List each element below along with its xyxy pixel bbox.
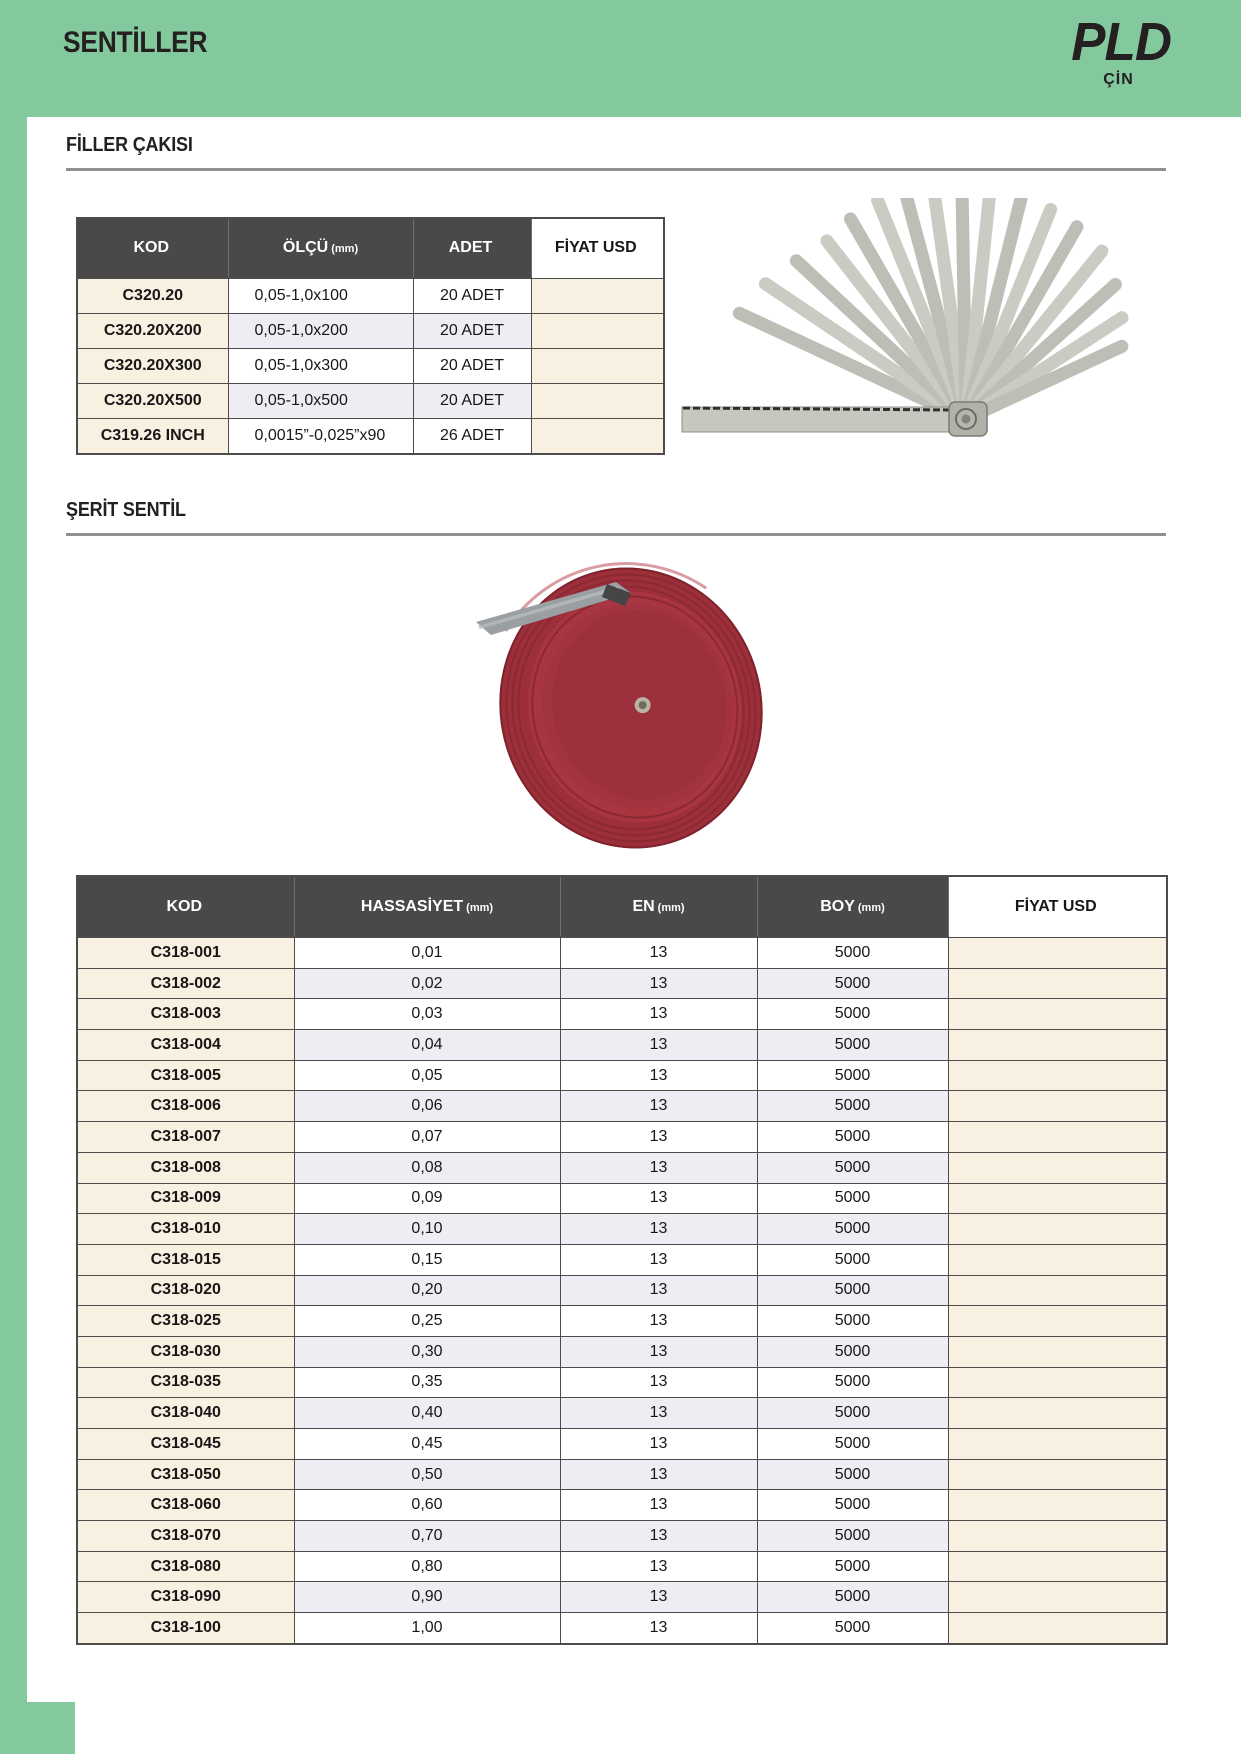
table-row [77, 1030, 1167, 1061]
page-title: SENTİLLER [63, 26, 208, 59]
table-row [77, 1551, 1167, 1582]
table-row [77, 1582, 1167, 1613]
cell-kod: C318-004 [77, 1030, 294, 1061]
table-row [77, 1429, 1167, 1460]
cell-kod: C318-030 [77, 1336, 294, 1367]
cell-adet: 20 ADET [413, 349, 531, 384]
cell-en: 13 [560, 1613, 757, 1644]
cell-en: 13 [560, 1122, 757, 1153]
table-row [77, 1613, 1167, 1644]
cell-en: 13 [560, 1214, 757, 1245]
filler-cakisi-table [76, 217, 665, 455]
table-header-row [77, 876, 1167, 937]
cell-fiyat-usd [948, 1244, 1167, 1275]
cell-fiyat-usd [531, 349, 664, 384]
cell-kod: C318-090 [77, 1582, 294, 1613]
cell-en: 13 [560, 1152, 757, 1183]
cell-kod: C318-040 [77, 1398, 294, 1429]
section-heading-serit-sentil: ŞERİT SENTİL [66, 499, 1166, 536]
cell-kod: C318-100 [77, 1613, 294, 1644]
cell-en: 13 [560, 1275, 757, 1306]
column-header-adet: ADET [413, 218, 531, 278]
cell-en: 13 [560, 1398, 757, 1429]
cell-boy: 5000 [757, 1521, 948, 1552]
cell-en: 13 [560, 1336, 757, 1367]
cell-en: 13 [560, 999, 757, 1030]
cell-boy: 5000 [757, 1582, 948, 1613]
table-row [77, 1214, 1167, 1245]
brand-logo: PLD [1071, 12, 1171, 72]
cell-hassasiyet: 0,01 [294, 937, 560, 968]
column-header-kod: KOD [77, 218, 228, 278]
cell-hassasiyet: 0,10 [294, 1214, 560, 1245]
table-row [77, 278, 664, 314]
cell-hassasiyet: 0,70 [294, 1521, 560, 1552]
cell-fiyat-usd [948, 1336, 1167, 1367]
cell-fiyat-usd [531, 278, 664, 314]
cell-adet: 20 ADET [413, 278, 531, 314]
cell-hassasiyet: 0,90 [294, 1582, 560, 1613]
cell-boy: 5000 [757, 1214, 948, 1245]
column-header-kod: KOD [77, 876, 294, 937]
cell-fiyat-usd [948, 1398, 1167, 1429]
cell-fiyat-usd [948, 1060, 1167, 1091]
cell-fiyat-usd [531, 314, 664, 349]
cell-fiyat-usd [948, 1030, 1167, 1061]
feeler-gauge-image [655, 198, 1135, 443]
table-row [77, 1490, 1167, 1521]
cell-adet: 20 ADET [413, 314, 531, 349]
cell-boy: 5000 [757, 1490, 948, 1521]
cell-kod: C318-003 [77, 999, 294, 1030]
cell-fiyat-usd [948, 1275, 1167, 1306]
cell-olcu: 0,05-1,0x100 [228, 278, 413, 314]
cell-kod: C320.20 [77, 278, 228, 314]
cell-hassasiyet: 0,07 [294, 1122, 560, 1153]
cell-fiyat-usd [948, 1521, 1167, 1552]
cell-en: 13 [560, 1367, 757, 1398]
cell-fiyat-usd [948, 1367, 1167, 1398]
cell-boy: 5000 [757, 1613, 948, 1644]
table-row [77, 1398, 1167, 1429]
cell-en: 13 [560, 937, 757, 968]
column-header-en: EN (mm) [560, 876, 757, 937]
cell-hassasiyet: 0,15 [294, 1244, 560, 1275]
table-row [77, 1183, 1167, 1214]
cell-hassasiyet: 0,02 [294, 968, 560, 999]
cell-fiyat-usd [531, 384, 664, 419]
cell-boy: 5000 [757, 1152, 948, 1183]
table-row [77, 968, 1167, 999]
cell-hassasiyet: 0,08 [294, 1152, 560, 1183]
gauge-handle [682, 402, 987, 436]
table-row [77, 1060, 1167, 1091]
cell-adet: 26 ADET [413, 419, 531, 455]
table-row [77, 1306, 1167, 1337]
serit-sentil-table [76, 875, 1168, 1645]
cell-fiyat-usd [948, 1306, 1167, 1337]
cell-hassasiyet: 0,50 [294, 1459, 560, 1490]
cell-en: 13 [560, 1582, 757, 1613]
cell-en: 13 [560, 1183, 757, 1214]
cell-en: 13 [560, 1244, 757, 1275]
cell-boy: 5000 [757, 1091, 948, 1122]
cell-boy: 5000 [757, 1551, 948, 1582]
table-row [77, 1152, 1167, 1183]
table-row [77, 314, 664, 349]
table-row [77, 937, 1167, 968]
cell-en: 13 [560, 1459, 757, 1490]
column-header-fiyat-usd: FİYAT USD [531, 218, 664, 278]
cell-kod: C318-002 [77, 968, 294, 999]
cell-kod: C318-080 [77, 1551, 294, 1582]
cell-kod: C318-020 [77, 1275, 294, 1306]
cell-olcu: 0,05-1,0x200 [228, 314, 413, 349]
cell-fiyat-usd [948, 1091, 1167, 1122]
cell-en: 13 [560, 1030, 757, 1061]
cell-kod: C318-001 [77, 937, 294, 968]
cell-kod: C318-060 [77, 1490, 294, 1521]
cell-hassasiyet: 0,40 [294, 1398, 560, 1429]
table-header-row [77, 218, 664, 278]
brand-country-label: ÇİN [1103, 71, 1134, 88]
cell-boy: 5000 [757, 968, 948, 999]
cell-en: 13 [560, 968, 757, 999]
table-row [77, 419, 664, 455]
brand-block [1066, 12, 1171, 89]
cell-boy: 5000 [757, 1367, 948, 1398]
cell-hassasiyet: 0,30 [294, 1336, 560, 1367]
cell-olcu: 0,05-1,0x300 [228, 349, 413, 384]
cell-hassasiyet: 0,45 [294, 1429, 560, 1460]
table-row [77, 1521, 1167, 1552]
cell-hassasiyet: 0,09 [294, 1183, 560, 1214]
cell-fiyat-usd [948, 999, 1167, 1030]
cell-en: 13 [560, 1521, 757, 1552]
cell-fiyat-usd [948, 1152, 1167, 1183]
cell-kod: C318-015 [77, 1244, 294, 1275]
table-row [77, 1275, 1167, 1306]
cell-boy: 5000 [757, 1336, 948, 1367]
cell-boy: 5000 [757, 1060, 948, 1091]
cell-boy: 5000 [757, 1122, 948, 1153]
cell-kod: C318-025 [77, 1306, 294, 1337]
cell-boy: 5000 [757, 1030, 948, 1061]
cell-en: 13 [560, 1551, 757, 1582]
cell-fiyat-usd [948, 1490, 1167, 1521]
cell-hassasiyet: 0,35 [294, 1367, 560, 1398]
cell-fiyat-usd [948, 937, 1167, 968]
cell-hassasiyet: 0,05 [294, 1060, 560, 1091]
cell-fiyat-usd [948, 1122, 1167, 1153]
cell-boy: 5000 [757, 1275, 948, 1306]
cell-kod: C318-005 [77, 1060, 294, 1091]
cell-hassasiyet: 0,03 [294, 999, 560, 1030]
cell-en: 13 [560, 1091, 757, 1122]
cell-kod: C318-006 [77, 1091, 294, 1122]
cell-fiyat-usd [948, 1582, 1167, 1613]
cell-hassasiyet: 0,80 [294, 1551, 560, 1582]
table-row [77, 1122, 1167, 1153]
cell-boy: 5000 [757, 1306, 948, 1337]
cell-kod: C318-045 [77, 1429, 294, 1460]
table-row [77, 1367, 1167, 1398]
table-row [77, 349, 664, 384]
cell-boy: 5000 [757, 1244, 948, 1275]
cell-boy: 5000 [757, 1429, 948, 1460]
cell-kod: C318-009 [77, 1183, 294, 1214]
cell-kod: C318-070 [77, 1521, 294, 1552]
table-row [77, 1091, 1167, 1122]
cell-boy: 5000 [757, 1183, 948, 1214]
cell-kod: C318-010 [77, 1214, 294, 1245]
table-row [77, 1244, 1167, 1275]
cell-hassasiyet: 1,00 [294, 1613, 560, 1644]
cell-hassasiyet: 0,60 [294, 1490, 560, 1521]
cell-fiyat-usd [948, 1551, 1167, 1582]
cell-kod: C318-050 [77, 1459, 294, 1490]
cell-olcu: 0,05-1,0x500 [228, 384, 413, 419]
cell-kod: C318-007 [77, 1122, 294, 1153]
cell-fiyat-usd [948, 968, 1167, 999]
cell-kod: C320.20X500 [77, 384, 228, 419]
column-header-boy: BOY (mm) [757, 876, 948, 937]
cell-fiyat-usd [948, 1214, 1167, 1245]
cell-kod: C318-008 [77, 1152, 294, 1183]
cell-hassasiyet: 0,20 [294, 1275, 560, 1306]
cell-kod: C320.20X300 [77, 349, 228, 384]
cell-en: 13 [560, 1429, 757, 1460]
cell-olcu: 0,0015”-0,025”x90 [228, 419, 413, 455]
column-header-hassasiyet: HASSASİYET (mm) [294, 876, 560, 937]
tape-reel-image [468, 548, 798, 858]
column-header-olcu: ÖLÇÜ (mm) [228, 218, 413, 278]
cell-en: 13 [560, 1490, 757, 1521]
cell-boy: 5000 [757, 937, 948, 968]
section-heading-filler-cakisi: FİLLER ÇAKISI [66, 134, 1166, 171]
column-header-fiyat-usd: FİYAT USD [948, 876, 1167, 937]
cell-en: 13 [560, 1060, 757, 1091]
cell-boy: 5000 [757, 999, 948, 1030]
cell-fiyat-usd [531, 419, 664, 455]
table-row [77, 999, 1167, 1030]
cell-hassasiyet: 0,06 [294, 1091, 560, 1122]
cell-kod: C319.26 INCH [77, 419, 228, 455]
cell-kod: C320.20X200 [77, 314, 228, 349]
cell-fiyat-usd [948, 1183, 1167, 1214]
cell-hassasiyet: 0,04 [294, 1030, 560, 1061]
table-row [77, 384, 664, 419]
cell-hassasiyet: 0,25 [294, 1306, 560, 1337]
cell-fiyat-usd [948, 1459, 1167, 1490]
left-accent-strip [0, 0, 27, 1754]
cell-fiyat-usd [948, 1613, 1167, 1644]
cell-boy: 5000 [757, 1398, 948, 1429]
cell-fiyat-usd [948, 1429, 1167, 1460]
table-row [77, 1336, 1167, 1367]
cell-boy: 5000 [757, 1459, 948, 1490]
cell-en: 13 [560, 1306, 757, 1337]
cell-adet: 20 ADET [413, 384, 531, 419]
table-row [77, 1459, 1167, 1490]
bottom-left-accent-block [0, 1702, 75, 1754]
cell-kod: C318-035 [77, 1367, 294, 1398]
